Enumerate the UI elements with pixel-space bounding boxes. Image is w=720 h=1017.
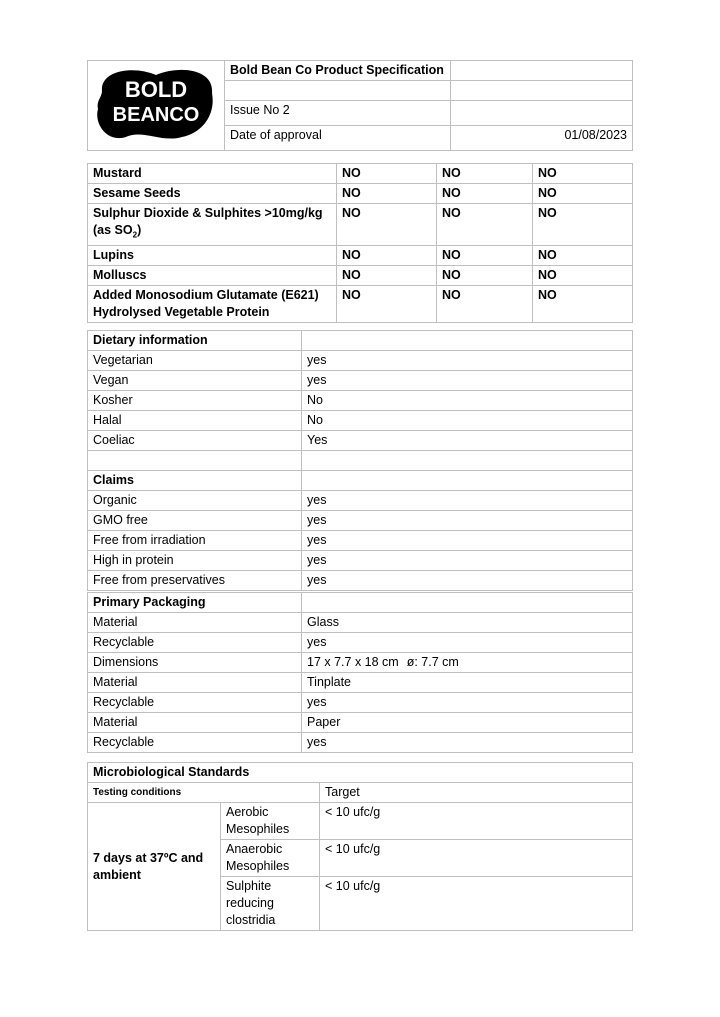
claim-row <box>88 571 633 591</box>
claim-row-label: Organic <box>88 491 302 511</box>
allergen-value-b: NO <box>437 245 533 265</box>
dietary-row <box>88 391 633 411</box>
claim-row <box>88 491 633 511</box>
micro-organism: Anaerobic Mesophiles <box>221 840 320 877</box>
claims-heading: Claims <box>88 471 302 491</box>
claim-row-value <box>302 551 633 571</box>
target-label: Target <box>320 783 633 803</box>
allergen-value-c: NO <box>533 245 633 265</box>
packaging-row-label: Recyclable <box>88 693 302 713</box>
dietary-row-value-text: No <box>307 413 323 427</box>
dietary-table <box>87 330 633 591</box>
allergen-name <box>88 285 337 322</box>
allergen-name <box>88 265 337 285</box>
subscript: 2 <box>132 230 138 240</box>
packaging-row-label: Recyclable <box>88 633 302 653</box>
claim-row-label: GMO free <box>88 511 302 531</box>
dietary-row-value <box>302 411 633 431</box>
dietary-row-label: Vegetarian <box>88 351 302 371</box>
packaging-heading: Primary Packaging <box>88 593 302 613</box>
allergen-row <box>88 285 633 322</box>
allergen-value-a: NO <box>337 245 437 265</box>
packaging-row <box>88 673 633 693</box>
packaging-row-label: Dimensions <box>88 653 302 673</box>
allergen-name <box>88 164 337 184</box>
dietary-row-value <box>302 431 633 451</box>
claim-row-value <box>302 531 633 551</box>
packaging-row-value <box>302 613 633 633</box>
header-empty-4 <box>451 101 633 126</box>
spacer-row <box>88 451 302 471</box>
packaging-table <box>87 592 633 753</box>
dietary-row-value-text: yes <box>307 353 327 367</box>
allergen-name-tail: ) <box>137 223 142 237</box>
claim-row-value-text: yes <box>307 553 327 567</box>
claim-row-value-text: yes <box>307 533 327 547</box>
dietary-row <box>88 371 633 391</box>
allergen-row <box>88 245 633 265</box>
micro-target: < 10 ufc/g <box>320 840 633 877</box>
allergen-value-b: NO <box>437 265 533 285</box>
allergen-value-a: NO <box>337 265 437 285</box>
micro-target: < 10 ufc/g <box>320 803 633 840</box>
packaging-row <box>88 653 633 673</box>
packaging-row <box>88 613 633 633</box>
micro-target: < 10 ufc/g <box>320 877 633 931</box>
allergen-row <box>88 204 633 246</box>
dietary-row-label: Halal <box>88 411 302 431</box>
dietary-row <box>88 411 633 431</box>
micro-organism: Sulphite reducing clostridia <box>221 877 320 931</box>
claim-row-value-text: yes <box>307 493 327 507</box>
claim-row-label: Free from irradiation <box>88 531 302 551</box>
micro-organism: Aerobic Mesophiles <box>221 803 320 840</box>
header-empty-2 <box>225 81 451 101</box>
spacer-cell <box>302 451 633 471</box>
packaging-row-value-text: 17 x 7.7 x 18 cm <box>307 655 399 669</box>
packaging-row <box>88 713 633 733</box>
dietary-row-value <box>302 371 633 391</box>
packaging-row-label: Recyclable <box>88 733 302 753</box>
packaging-row-value <box>302 673 633 693</box>
allergen-row <box>88 164 633 184</box>
allergen-name-line1: Sesame Seeds <box>93 186 181 200</box>
spec-header-table <box>87 60 633 151</box>
issue-number: Issue No 2 <box>225 101 451 126</box>
allergen-value-a: NO <box>337 184 437 204</box>
packaging-row-value <box>302 633 633 653</box>
allergen-value-b: NO <box>437 285 533 322</box>
allergen-name <box>88 245 337 265</box>
allergen-name <box>88 204 337 246</box>
dietary-row-value-text: No <box>307 393 323 407</box>
allergen-value-c: NO <box>533 285 633 322</box>
claim-row-value-text: yes <box>307 513 327 527</box>
header-empty-1 <box>451 61 633 81</box>
packaging-row-label: Material <box>88 673 302 693</box>
allergen-value-b: NO <box>437 164 533 184</box>
allergen-name-line1: Molluscs <box>93 267 147 282</box>
dietary-row <box>88 431 633 451</box>
packaging-row-value-extra: ø: 7.7 cm <box>406 655 459 669</box>
dietary-heading: Dietary information <box>88 331 302 351</box>
allergen-value-c: NO <box>533 184 633 204</box>
packaging-row-value-text: Paper <box>307 715 341 729</box>
dietary-heading-empty <box>302 331 633 351</box>
testing-conditions-label: Testing conditions <box>88 783 320 803</box>
claims-rows <box>88 491 633 591</box>
allergen-value-b: NO <box>437 204 533 246</box>
packaging-row-label: Material <box>88 713 302 733</box>
dietary-row-value-text: yes <box>307 373 327 387</box>
packaging-rows <box>88 613 633 753</box>
allergen-value-a: NO <box>337 164 437 184</box>
packaging-row <box>88 733 633 753</box>
dietary-row-value <box>302 351 633 371</box>
dietary-row <box>88 351 633 371</box>
header-empty-3 <box>451 81 633 101</box>
packaging-row-value-text: yes <box>307 635 327 649</box>
allergen-value-a: NO <box>337 204 437 246</box>
spec-title: Bold Bean Co Product Specification <box>225 61 451 81</box>
packaging-row-label: Material <box>88 613 302 633</box>
allergen-rows <box>88 164 633 323</box>
dietary-row-label: Coeliac <box>88 431 302 451</box>
claim-row <box>88 531 633 551</box>
claim-row-value <box>302 491 633 511</box>
dietary-row-value-text: Yes <box>307 433 328 447</box>
approval-date: 01/08/2023 <box>451 126 633 151</box>
packaging-row-value <box>302 733 633 753</box>
allergen-row <box>88 265 633 285</box>
allergen-name-line1: Lupins <box>93 247 134 262</box>
allergen-table <box>87 163 633 323</box>
logo-word-bold: BOLD <box>124 77 188 102</box>
packaging-row-value-text: yes <box>307 695 327 709</box>
logo-word-beanco: BEANCO <box>112 104 200 126</box>
claim-row <box>88 551 633 571</box>
claim-row-value-text: yes <box>307 573 327 587</box>
allergen-value-b: NO <box>437 184 533 204</box>
claims-heading-empty <box>302 471 633 491</box>
claim-row-label: Free from preservatives <box>88 571 302 591</box>
allergen-name-line2: (as SO <box>93 223 133 237</box>
packaging-row-value <box>302 653 633 673</box>
allergen-value-c: NO <box>533 265 633 285</box>
allergen-value-c: NO <box>533 204 633 246</box>
allergen-row <box>88 184 633 204</box>
packaging-row-value <box>302 693 633 713</box>
packaging-heading-empty <box>302 593 633 613</box>
bold-bean-logo <box>92 63 220 143</box>
microbiological-table <box>87 762 633 931</box>
dietary-row-label: Vegan <box>88 371 302 391</box>
test-condition: 7 days at 37ºC and ambient <box>88 803 221 931</box>
micro-heading: Microbiological Standards <box>88 763 633 783</box>
dietary-row-label: Kosher <box>88 391 302 411</box>
packaging-row-value-text: Glass <box>307 615 339 629</box>
packaging-row <box>88 633 633 653</box>
dietary-rows <box>88 351 633 451</box>
claim-row-value <box>302 571 633 591</box>
claim-row <box>88 511 633 531</box>
allergen-value-a: NO <box>337 285 437 322</box>
allergen-name-line1: Sulphur Dioxide & Sulphites >10mg/kg <box>93 206 323 220</box>
allergen-name-line1: Added Monosodium Glutamate (E621) <box>93 287 319 302</box>
packaging-row-value <box>302 713 633 733</box>
micro-rows <box>88 803 633 931</box>
brand-logo-cell <box>88 61 225 151</box>
claim-row-value <box>302 511 633 531</box>
packaging-row-value-text: Tinplate <box>307 675 352 689</box>
packaging-row-value-text: yes <box>307 735 327 749</box>
claim-row-label: High in protein <box>88 551 302 571</box>
micro-row <box>88 803 633 840</box>
approval-label: Date of approval <box>225 126 451 151</box>
allergen-value-c: NO <box>533 164 633 184</box>
packaging-row <box>88 693 633 713</box>
allergen-name <box>88 184 337 204</box>
dietary-row-value <box>302 391 633 411</box>
allergen-name-line1: Mustard <box>93 166 142 180</box>
allergen-name-line2: Hydrolysed Vegetable Protein <box>93 304 270 319</box>
